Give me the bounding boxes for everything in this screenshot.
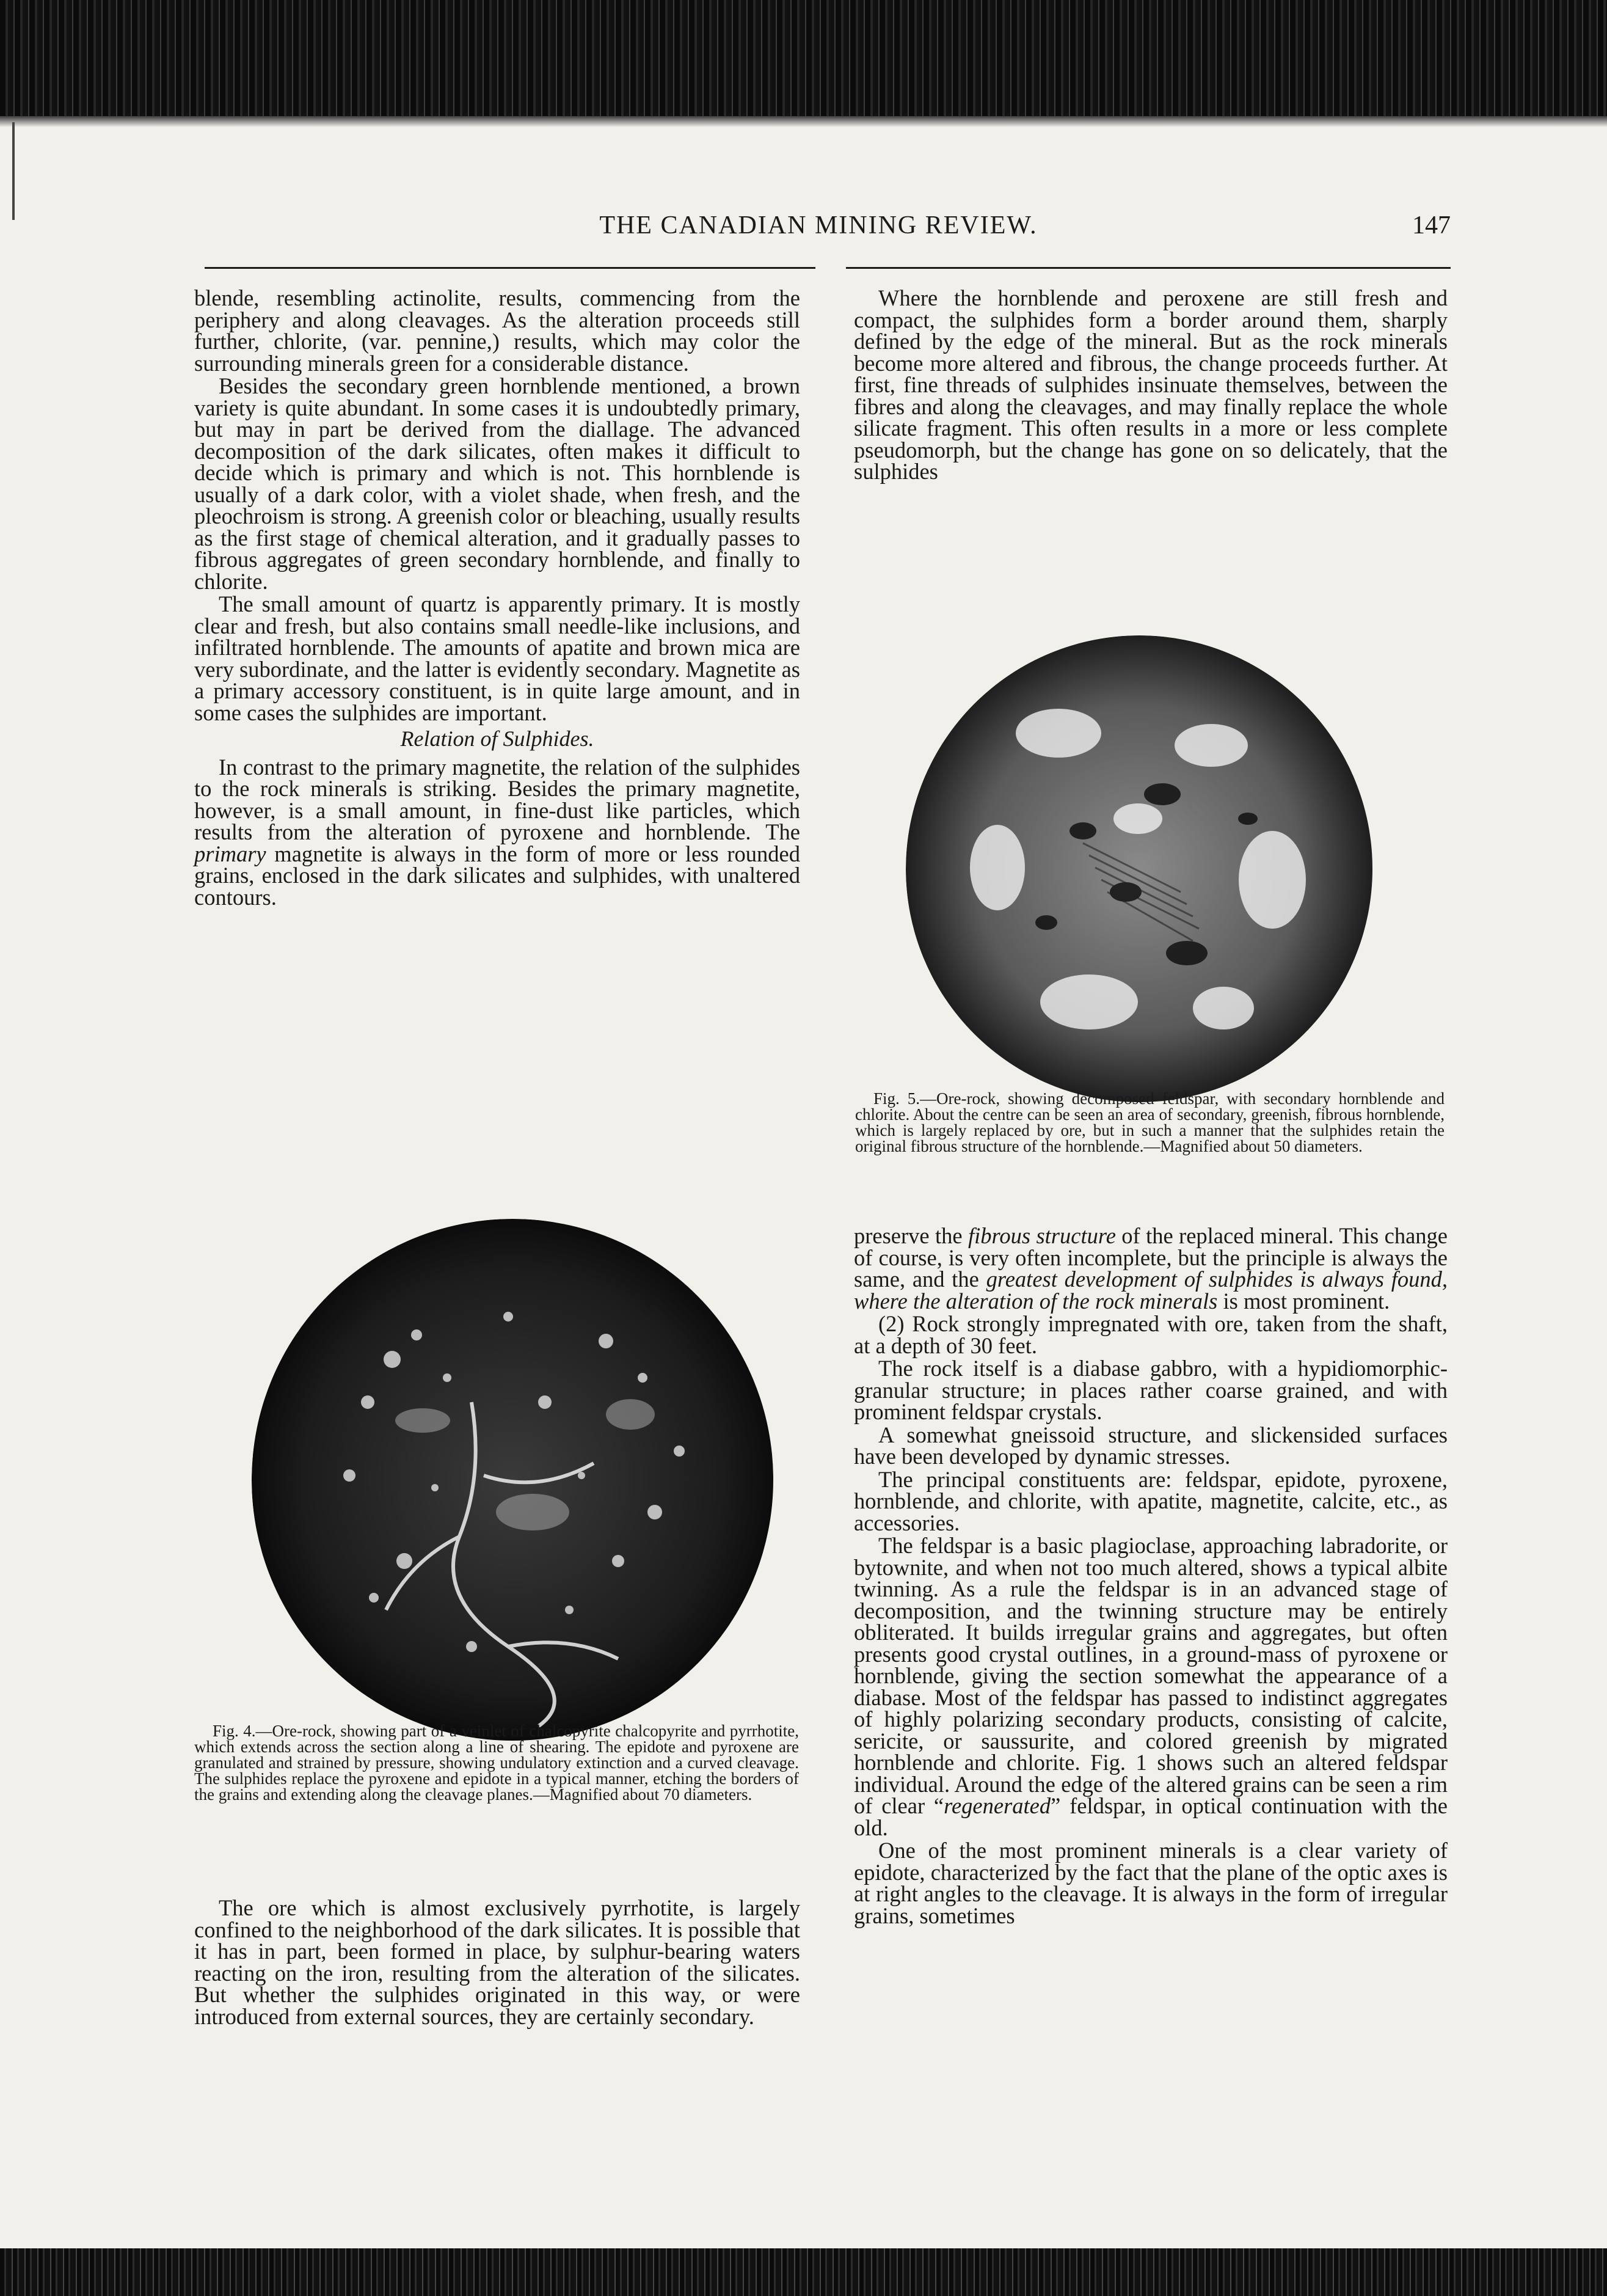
text-run: magnetite is always in the form of more or less rounded grains, enclosed in the dark silicates and sulphides, with unaltered contours. bbox=[194, 841, 800, 910]
paragraph bbox=[854, 1535, 1448, 1838]
header-rule-left bbox=[205, 267, 815, 269]
text-run: is most prominent. bbox=[1217, 1288, 1390, 1314]
section-heading: Relation of Sulphides. bbox=[400, 726, 594, 751]
figure-4-caption bbox=[194, 1723, 799, 1802]
page-header bbox=[186, 211, 1451, 254]
paragraph: The ore which is almost exclusively pyrrhotite, is largely confined to the neighborhood of the dark silicates. It is possible that it has in part, been formed in place, by sulphur-bearing waters reacting on the iron, resulting from the alteration of the silicates. But whether the sulphides originated in this way, or were introduced from external sources, they are certainly secondary. bbox=[194, 1895, 800, 2029]
right-column-bottom bbox=[854, 1225, 1448, 1926]
paragraph: (2) Rock strongly impregnated with ore, taken from the shaft, at a depth of 30 feet. bbox=[854, 1311, 1448, 1358]
running-title: THE CANADIAN MINING REVIEW. bbox=[599, 211, 1038, 239]
paragraph: The rock itself is a diabase gabbro, with a hypidiomorphic-granular structure; in places rather coarse grained, and with prominent feldspar crystals. bbox=[854, 1356, 1448, 1424]
text-run: ” feldspar, in optical continuation with the old. bbox=[854, 1793, 1448, 1840]
caption-text: Fig. 4.—Ore-rock, showing part of a veinlet of chalcopyrite chalcopyrite and pyrrhotite, which extends across the section along a line of shearing. The epidote and pyroxene are granulated and strained by pressure, showing undulatory extinction and a curved cleavage. The sulphides replace the pyroxene and epidote in a typical manner, etching the borders of the grains and extending along the cleavage planes.—Magnified about 70 diameters. bbox=[194, 1722, 799, 1804]
header-rule-right bbox=[846, 267, 1451, 269]
scan-edge-mark bbox=[12, 122, 15, 220]
caption-text: Fig. 5.—Ore-rock, showing decomposed feldspar, with secondary hornblende and chlorite. About the centre can be seen an area of secondary, greenish, fibrous hornblende, which is largely replaced by ore, but in such a manner that the sulphides retain the original fibrous structure of the hornblende.—Magnified about 50 diameters. bbox=[855, 1089, 1445, 1155]
paragraph: Where the hornblende and peroxene are still fresh and compact, the sulphides form a border around them, sharply defined by the edge of the mineral. But as the rock minerals become more altered and fibrous, the change proceeds further. At first, fine threads of sulphides insinuate themselves, between the fibres and along the cleavages, and may finally replace the whole silicate fragment. This often results in a more or less complete pseudomorph, but the change has gone on so delicately, that the sulphides bbox=[854, 285, 1448, 484]
paragraph: One of the most prominent minerals is a clear variety of epidote, characterized by the fact that the plane of the optic axes is at right angles to the cleavage. It is always in the form of irregular grains, sometimes bbox=[854, 1838, 1448, 1928]
figure-5-micrograph bbox=[906, 635, 1373, 1103]
text-run: In contrast to the primary magnetite, the relation of the sulphides to the rock minerals is striking. Besides the primary magnetite, however, is a small amount, in fine-dust like particles, which results from the alteration of pyroxene and hornblende. The bbox=[194, 754, 800, 844]
left-column-bottom bbox=[194, 1897, 800, 2027]
scan-border-top bbox=[0, 0, 1607, 116]
text-run: preserve the bbox=[854, 1223, 968, 1248]
paragraph bbox=[194, 756, 800, 909]
emphasis-text: primary bbox=[194, 841, 266, 866]
paragraph: blende, resembling actinolite, results, commencing from the periphery and along cleavages. As the alteration proceeds still further, chlorite, (var. pennine,) results, which may color the surrounding minerals green for a considerable distance. bbox=[194, 285, 800, 376]
paragraph: The principal constituents are: feldspar, epidote, pyroxene, hornblende, and chlorite, with apatite, magnetite, calcite, etc., as accessories. bbox=[854, 1466, 1448, 1535]
paragraph: The small amount of quartz is apparently primary. It is mostly clear and fresh, but also contains small needle-like inclusions, and infiltrated hornblende. The amounts of apatite and brown mica are very subordinate, and the latter is evidently secondary. Magnetite as a primary accessory constituent, is in quite large amount, and in some cases the sulphides are important. bbox=[194, 591, 800, 725]
emphasis-text: regenerated bbox=[944, 1793, 1051, 1818]
right-column-top bbox=[854, 287, 1448, 483]
paragraph: A somewhat gneissoid structure, and slickensided surfaces have been developed by dynamic stresses. bbox=[854, 1422, 1448, 1469]
paragraph: Besides the secondary green hornblende mentioned, a brown variety is quite abundant. In some cases it is undoubtedly primary, but may in part be derived from the diallage. The advanced decomposition of the dark silicates, often makes it difficult to decide which is primary and which is not. This hornblende is usually of a dark color, with a violet shade, when fresh, and the pleochroism is strong. A greenish color or bleaching, usually results as the first stage of chemical alteration, and it gradually passes to fibrous aggregates of green secondary hornblende, and finally to chlorite. bbox=[194, 373, 800, 594]
emphasis-text: fibrous structure bbox=[967, 1223, 1116, 1248]
text-run: The feldspar is a basic plagioclase, approaching labradorite, or bytownite, and when not too much altered, shows a typical albite twinning. As a rule the feldspar is in an advanced stage of decomposition, and the twinning structure may be entirely obliterated. It builds irregular grains and aggregates, but often presents good crystal outlines, in a ground-mass of pyroxene or hornblende, giving the section somewhat the appearance of a diabase. Most of the feldspar has passed to indistinct aggregates of highly polarizing secondary products, consisting of calcite, sericite, or saussurite, and colored greenish by migrated hornblende and chlorite. Fig. 1 shows such an altered feldspar individual. Around the edge of the altered grains can be seen a rim of clear “ bbox=[854, 1533, 1448, 1818]
left-column-top bbox=[194, 287, 800, 908]
scan-border-bottom bbox=[0, 2248, 1607, 2296]
figure-5-caption bbox=[855, 1091, 1445, 1154]
page-number: 147 bbox=[1412, 211, 1451, 239]
figure-4-micrograph bbox=[252, 1219, 774, 1741]
paragraph bbox=[854, 1225, 1448, 1312]
emphasis-text: greatest development of sulphides is always found, where the alteration of the rock minerals bbox=[854, 1267, 1448, 1314]
text-run: of the replaced mineral. This change of course, is very often incomplete, but the principle is always the same, and the bbox=[854, 1223, 1448, 1292]
